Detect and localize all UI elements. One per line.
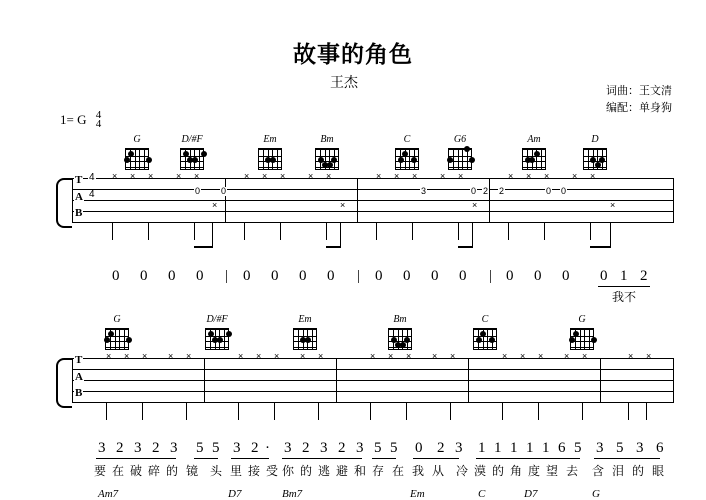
tab-letter-t: T (75, 174, 83, 186)
jianpu-number: 0 (415, 440, 423, 456)
jianpu-number: 3 (284, 440, 292, 456)
lyric-syllable: 接 (248, 464, 261, 478)
lyric-syllable: 和 (354, 464, 367, 478)
jianpu-number: 3 (596, 440, 604, 456)
chord-fretboard (473, 328, 497, 350)
lyric-syllable: 漠 (474, 464, 487, 478)
jianpu-number: 0 (243, 268, 251, 284)
tab-letter-a-2: A (75, 371, 83, 383)
jianpu-number: 0 (327, 268, 335, 284)
chord-diagram-label: Am (527, 134, 541, 145)
jianpu-number: 1 (478, 440, 486, 456)
lyric-syllable: 在 (392, 464, 405, 478)
chord-diagram-label: Em (263, 134, 277, 145)
key-label: 1= G (60, 112, 87, 127)
jianpu-number: 3 (170, 440, 178, 456)
jianpu-number: 0 (196, 268, 204, 284)
chord-diagram-label: G6 (453, 134, 467, 145)
lyric-syllable: 角 (510, 464, 523, 478)
lyric-syllable: 存 (372, 464, 385, 478)
lyric-syllable: 头 (210, 464, 223, 478)
tab-letter-a: A (75, 191, 83, 203)
staff-bracket-2 (56, 358, 72, 408)
jianpu-number: 0 (140, 268, 148, 284)
jianpu-number: 0 (431, 268, 439, 284)
credit-arranger: 编配：单身狗 (606, 101, 672, 114)
chord-diagram-label: D/#F (181, 134, 203, 145)
lyric-syllable: 破 (130, 464, 143, 478)
page-title: 故事的角色 (293, 42, 413, 68)
chord-symbol: Am7 (98, 488, 119, 500)
jianpu-number: 5 (616, 440, 624, 456)
jianpu-number: 0 (112, 268, 120, 284)
tab-letter-b: B (75, 207, 83, 219)
chord-diagram-label: D (591, 134, 599, 145)
jianpu-number: 1 (542, 440, 550, 456)
jianpu-number: 5 (374, 440, 382, 456)
jianpu-number: · (265, 440, 270, 456)
credit-lyrics: 词曲：王文清 (606, 84, 672, 97)
jianpu-number: 6 (656, 440, 664, 456)
time-signature (96, 111, 102, 129)
lyric-syllable: 在 (112, 464, 125, 478)
jianpu-number: 2 (437, 440, 445, 456)
chord-symbol: D7 (524, 488, 538, 500)
lyric-syllable: 我 (412, 464, 425, 478)
jianpu-number: 2 (302, 440, 310, 456)
staff-time-top: 4 (89, 172, 95, 183)
chord-fretboard (522, 148, 546, 170)
credits (606, 82, 672, 116)
chord-fretboard (395, 148, 419, 170)
time-signature-bottom: 4 (95, 118, 102, 131)
chord-diagram-label: Bm (320, 134, 334, 145)
lyric-syllable: 眼 (652, 464, 665, 478)
key-signature (60, 109, 102, 131)
jianpu-number: 5 (196, 440, 204, 456)
jianpu-number: 5 (390, 440, 398, 456)
jianpu-number: 3 (356, 440, 364, 456)
chord-symbol: Bm7 (282, 488, 303, 500)
lyric-syllable: 我不 (612, 290, 637, 304)
chord-diagram-label: G (578, 314, 586, 325)
tab-number: 0 (221, 186, 227, 196)
chord-diagram-label: D/#F (206, 314, 228, 325)
chord-fretboard (448, 148, 472, 170)
jianpu-number: 0 (562, 268, 570, 284)
chord-fretboard (105, 328, 129, 350)
lyric-syllable: 含 (592, 464, 605, 478)
chord-diagram-label: C (403, 134, 411, 145)
jianpu-number: 5 (212, 440, 220, 456)
jianpu-number: 3 (455, 440, 463, 456)
jianpu-number: 1 (494, 440, 502, 456)
chord-diagram-label: Em (298, 314, 312, 325)
chord-diagram-label: C (481, 314, 489, 325)
jianpu-number: 2 (640, 268, 648, 284)
lyric-syllable: 冷 (456, 464, 469, 478)
chord-symbol: D7 (228, 488, 242, 500)
chord-symbol: C (478, 488, 486, 500)
jianpu-number: 0 (534, 268, 542, 284)
tab-number: 0 (546, 186, 552, 196)
tab-letter-t-2: T (75, 354, 83, 366)
jianpu-number: 0 (271, 268, 279, 284)
chord-fretboard (125, 148, 149, 170)
jianpu-number: 0 (459, 268, 467, 284)
staff-time-bottom: 4 (89, 189, 95, 200)
jianpu-number: 1 (526, 440, 534, 456)
artist-name: 王杰 (330, 75, 358, 91)
chord-diagram-label: G (133, 134, 141, 145)
jianpu-barline: | (489, 268, 493, 284)
staff-bracket-1 (56, 178, 72, 228)
tab-number: 2 (483, 186, 489, 196)
chord-fretboard (583, 148, 607, 170)
lyric-syllable: 度 (528, 464, 541, 478)
chord-fretboard (180, 148, 204, 170)
lyric-syllable: 的 (166, 464, 179, 478)
jianpu-number: 0 (299, 268, 307, 284)
jianpu-number: 3 (636, 440, 644, 456)
jianpu-number: 0 (168, 268, 176, 284)
jianpu-number: 6 (558, 440, 566, 456)
jianpu-number: 2 (251, 440, 259, 456)
jianpu-number: 0 (506, 268, 514, 284)
chord-diagram-label: G (113, 314, 121, 325)
jianpu-number: 3 (134, 440, 142, 456)
chord-fretboard (205, 328, 229, 350)
tab-number: 0 (195, 186, 201, 196)
chord-symbol: G (592, 488, 600, 500)
jianpu-number: 0 (403, 268, 411, 284)
jianpu-number: 0 (375, 268, 383, 284)
lyric-syllable: 的 (632, 464, 645, 478)
chord-fretboard (293, 328, 317, 350)
jianpu-number: 2 (152, 440, 160, 456)
numbered-notation-row-2 (0, 440, 706, 460)
jianpu-number: 1 (620, 268, 628, 284)
tab-staff-1: T A B 4 4 0 0 3 0 2 2 0 0 × × × × × × × × × × × × × × × × × × × × × × × × (72, 178, 674, 222)
jianpu-barline: | (357, 268, 361, 284)
tab-number: 2 (499, 186, 505, 196)
tab-letter-b-2: B (75, 387, 83, 399)
lyric-syllable: 泪 (612, 464, 625, 478)
lyric-syllable: 从 (432, 464, 445, 478)
chord-fretboard (388, 328, 412, 350)
chord-fretboard (315, 148, 339, 170)
jianpu-number: 1 (510, 440, 518, 456)
lyric-syllable: 镜 (186, 464, 199, 478)
jianpu-number: 5 (574, 440, 582, 456)
jianpu-number: 3 (98, 440, 106, 456)
jianpu-number: 2 (338, 440, 346, 456)
jianpu-number: 3 (233, 440, 241, 456)
numbered-notation-row-1 (0, 268, 706, 288)
lyric-syllable: 逃 (318, 464, 331, 478)
jianpu-number: 3 (320, 440, 328, 456)
jianpu-number: 0 (600, 268, 608, 284)
lyric-syllable: 里 (230, 464, 243, 478)
chord-fretboard (570, 328, 594, 350)
tab-number: 3 (421, 186, 427, 196)
lyric-syllable: 的 (492, 464, 505, 478)
tab-number: 0 (561, 186, 567, 196)
time-signature-top: 4 (95, 109, 102, 122)
lyric-syllable: 碎 (148, 464, 161, 478)
lyric-syllable: 望 (546, 464, 559, 478)
chord-symbol: Em (410, 488, 425, 500)
lyric-syllable: 你 (282, 464, 295, 478)
lyric-syllable: 的 (300, 464, 313, 478)
lyric-syllable: 避 (336, 464, 349, 478)
tab-number: 0 (471, 186, 477, 196)
chord-fretboard (258, 148, 282, 170)
jianpu-barline: | (225, 268, 229, 284)
lyric-syllable: 去 (566, 464, 579, 478)
jianpu-number: 2 (116, 440, 124, 456)
tab-staff-2: T A B × × × × × × × × × × × × × × × × × × × × × × (72, 358, 674, 402)
lyric-syllable: 要 (94, 464, 107, 478)
lyric-syllable: 受 (266, 464, 279, 478)
chord-diagram-label: Bm (393, 314, 407, 325)
